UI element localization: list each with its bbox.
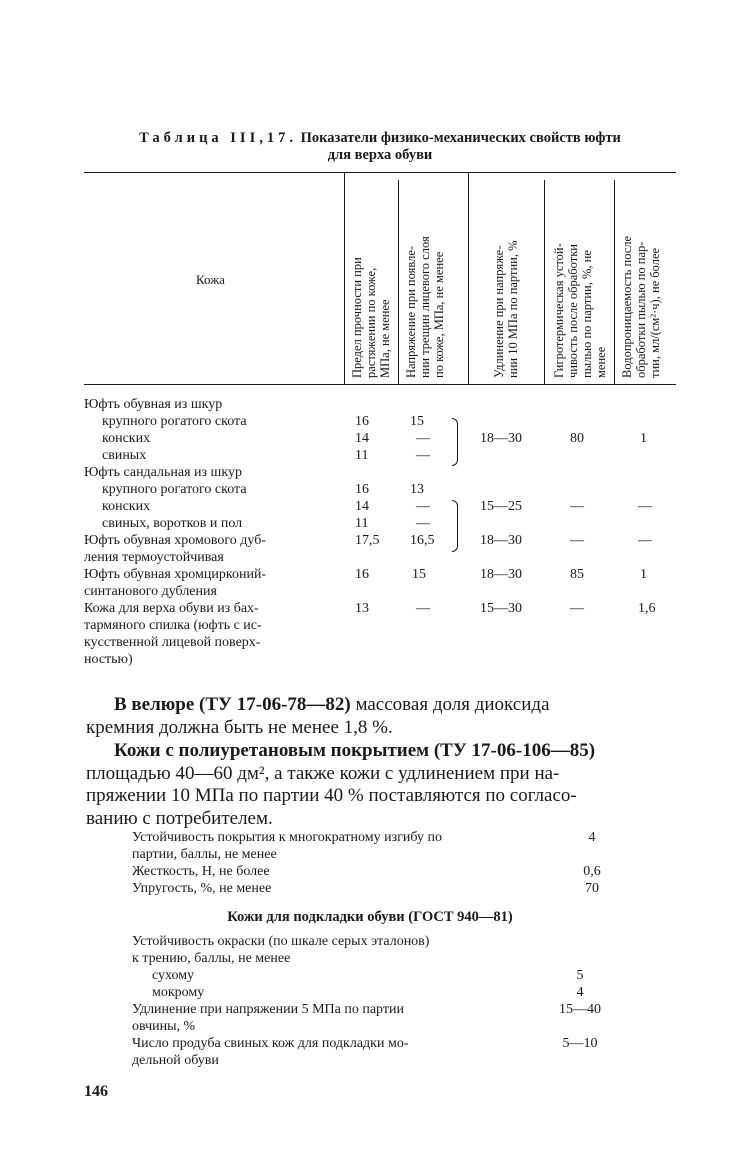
cell-6-c2: —	[416, 499, 430, 514]
cell-3-c2: —	[416, 448, 430, 463]
row-5-text: крупного рогатого скота	[102, 482, 247, 497]
spec-bend-line1: Устойчивость покрытия к многократному изгибу по	[132, 830, 442, 845]
pu-line3: пряжении 10 МПа по партии 40 % поставляются по согласо-	[86, 785, 577, 806]
col-divider-4	[544, 180, 545, 384]
spec-stiffness-value: 0,6	[583, 864, 601, 879]
velour-line2: кремния должна быть не менее 1,8 %.	[86, 716, 393, 738]
col-divider-5	[614, 180, 615, 384]
row-6-text: конских	[102, 499, 151, 514]
header-hygrothermal: Гигротермическая устой- чивость после обработки пылью по партии, %, не менее	[552, 243, 608, 378]
spec-color-intro2: к трению, баллы, не менее	[132, 951, 291, 966]
spec-bend-line2: партии, баллы, не менее	[132, 847, 277, 862]
table-title-line1: Показатели физико-механических свойств юфти	[300, 130, 621, 146]
cell-12-c4: —	[570, 601, 584, 616]
cell-10-c5: 1	[640, 567, 647, 582]
cell-6-c5: —	[638, 499, 652, 514]
cell-2-c4: 80	[570, 431, 584, 446]
cell-8-c2: 16,5	[410, 533, 435, 548]
cell-10-c4: 85	[570, 567, 584, 582]
paragraph-velour	[86, 694, 672, 739]
col-divider-2	[398, 180, 399, 384]
spec-count-line1: Число продуба свиных кож для подкладки мо-	[132, 1036, 409, 1051]
velour-line1: массовая доля диоксида	[350, 694, 550, 715]
spec-elong-line1: Удлинение при напряжении 5 МПа по партии	[132, 1002, 404, 1017]
spec-bend-value: 4	[588, 830, 596, 845]
cell-7-c2: —	[416, 516, 430, 531]
cell-2-c3: 18—30	[480, 431, 522, 446]
paragraph-polyurethane	[86, 740, 672, 830]
page-number: 146	[84, 1083, 108, 1100]
spec-elasticity-value: 70	[585, 881, 599, 896]
row-13-text: тармяного спилка (юфть с ис-	[84, 618, 262, 633]
cell-8-c1: 17,5	[355, 533, 380, 548]
table-title-line2: для верха обуви	[327, 147, 433, 163]
velour-spec-ref: В велюре (ТУ 17-06-78—82)	[114, 694, 351, 715]
row-1-text: крупного рогатого скота	[102, 414, 247, 429]
row-14-text: кусственной лицевой поверх-	[84, 635, 261, 650]
col-divider-3	[468, 173, 469, 384]
cell-12-c1: 13	[355, 601, 369, 616]
cell-6-c3: 15—25	[480, 499, 522, 514]
spec-color-intro1: Устойчивость окраски (по шкале серых эталонов)	[132, 934, 430, 949]
row-11-text: синтанового дубления	[84, 584, 217, 599]
header-tensile: Предел прочности при растяжении по коже, МПа, не менее	[350, 257, 392, 378]
spec-count-value: 5—10	[562, 1036, 598, 1051]
row-4-text: Юфть сандальная из шкур	[84, 465, 242, 480]
row-12-text: Кожа для верха обуви из бах-	[84, 601, 259, 616]
spec-wet-value: 4	[576, 985, 584, 1000]
cell-10-c1: 16	[355, 567, 369, 582]
cell-5-c1: 16	[355, 482, 369, 497]
pu-line2: площадью 40—60 дм², а также кожи с удлинением при на-	[86, 762, 560, 784]
spec-wet-label: мокрому	[152, 985, 205, 1000]
cell-3-c1: 11	[355, 448, 369, 463]
pu-line4: ванию с потребителем.	[86, 807, 273, 829]
table-header-rule	[84, 384, 676, 385]
pu-spec-ref: Кожи с полиуретановым покрытием (ТУ 17-06-106—85)	[114, 740, 596, 761]
cell-10-c2: 15	[412, 567, 426, 582]
table-label: Таблица III,17.	[139, 130, 297, 146]
cell-7-c1: 11	[355, 516, 369, 531]
header-crack-stress: Напряжение при появле- нии трещин лицевого слоя по коже, МПа, не менее	[404, 236, 446, 378]
brace-group-2	[452, 500, 458, 552]
cell-2-c1: 14	[355, 431, 369, 446]
row-0-text: Юфть обувная из шкур	[84, 397, 223, 412]
header-elongation: Удлинение при напряже- нии 10 МПа по партии, %	[492, 240, 520, 378]
cell-2-c5: 1	[640, 431, 647, 446]
cell-10-c3: 18—30	[480, 567, 522, 582]
row-3-text: свиных	[102, 448, 147, 463]
cell-8-c5: —	[638, 533, 652, 548]
header-permeability: Водопроницаемость после обработки пылью по пар- тии, мл/(см²·ч), не более	[620, 235, 662, 378]
row-8-text: Юфть обувная хромового дуб-	[84, 533, 267, 548]
spec-elong-value: 15—40	[559, 1002, 601, 1017]
cell-5-c2: 13	[410, 482, 424, 497]
table-caption	[100, 130, 660, 164]
lining-subheading: Кожи для подкладки обуви (ГОСТ 940—81)	[227, 909, 513, 925]
spec-count-line2: дельной обуви	[132, 1053, 219, 1068]
cell-6-c4: —	[570, 499, 584, 514]
row-9-text: ления термоустойчивая	[84, 550, 224, 565]
cell-12-c3: 15—30	[480, 601, 522, 616]
brace-group-1	[452, 418, 458, 466]
cell-8-c3: 18—30	[480, 533, 522, 548]
row-10-text: Юфть обувная хромцирконий-	[84, 567, 267, 582]
row-7-text: свиных, воротков и пол	[102, 516, 243, 531]
table-top-rule	[84, 172, 676, 173]
spec-stiffness-label: Жесткость, Н, не более	[132, 864, 270, 879]
spec-dry-value: 5	[576, 968, 584, 983]
cell-12-c2: —	[416, 601, 430, 616]
cell-8-c4: —	[570, 533, 584, 548]
header-kozha: Кожа	[196, 272, 225, 287]
cell-1-c1: 16	[355, 414, 369, 429]
spec-elasticity-label: Упругость, %, не менее	[132, 881, 272, 896]
cell-6-c1: 14	[355, 499, 369, 514]
spec-dry-label: сухому	[152, 968, 195, 983]
row-15-text: ностью)	[84, 652, 133, 667]
cell-12-c5: 1,6	[638, 601, 656, 616]
row-2-text: конских	[102, 431, 151, 446]
spec-elong-line2: овчины, %	[132, 1019, 196, 1034]
cell-1-c2: 15	[410, 414, 424, 429]
cell-2-c2: —	[416, 431, 430, 446]
col-divider-1	[344, 173, 345, 384]
